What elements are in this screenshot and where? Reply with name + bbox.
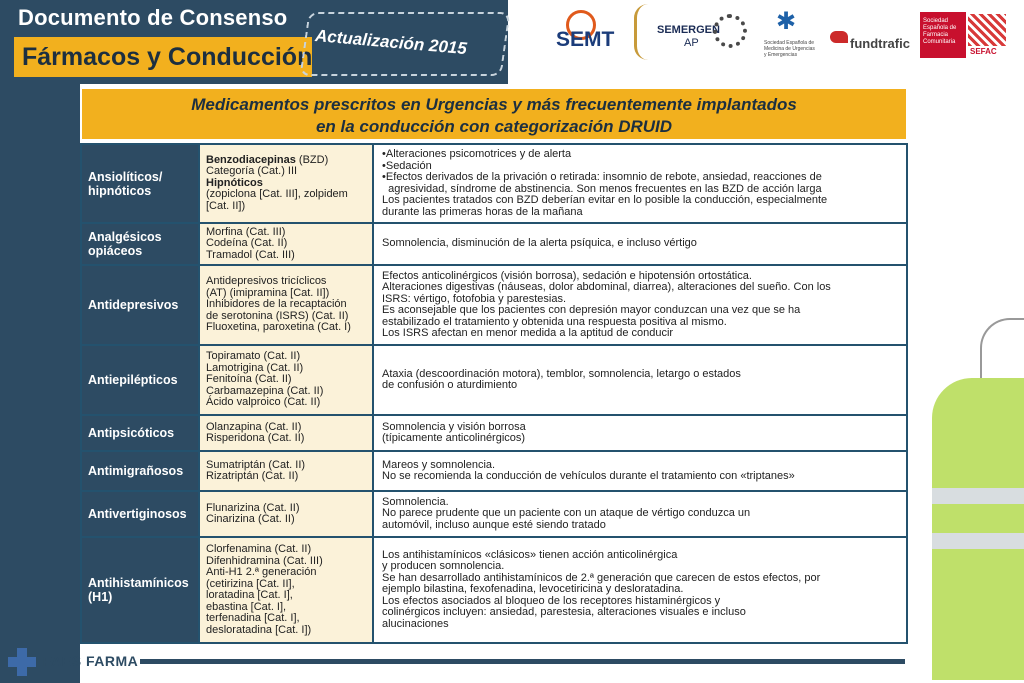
drug-name: Antidepresivos tricíclicos — [206, 275, 327, 288]
drug-name: Morfina (Cat. III) — [206, 225, 286, 238]
vest-reflective-stripe — [932, 533, 1024, 549]
table-row — [81, 223, 907, 265]
drug-name: Topiramato (Cat. II) — [206, 350, 301, 363]
drug-name: (cetirizina [Cat. II], — [206, 577, 295, 590]
document-subtitle: Fármacos y Conducción — [22, 43, 313, 71]
effects-cell — [373, 223, 907, 265]
table-row — [81, 537, 907, 643]
drug-category: Antidepresivos — [81, 265, 199, 345]
drug-name: Ácido valproico (Cat. II) — [206, 396, 321, 409]
drug-name: Difenhidramina (Cat. III) — [206, 554, 323, 567]
drug-item — [206, 625, 366, 637]
drug-name: ebastina [Cat. I], — [206, 600, 287, 613]
table-title-line1: Medicamentos prescritos en Urgencias y más frecuentemente implantados — [191, 95, 797, 114]
drug-category: Antivertiginosos — [81, 491, 199, 537]
effect-line: No parece prudente que un paciente con un ataque de vértigo conduzca un — [382, 507, 751, 520]
drug-name: Benzodiacepinas — [206, 153, 296, 166]
medical-emblem-icon — [713, 14, 747, 48]
drug-name: Inhibidores de la recaptación — [206, 298, 347, 311]
effect-line: Se han desarrollado antihistamínicos de 2.ª generación que carecen de estos efectos, por — [382, 571, 821, 584]
effect-line: Es aconsejable que los pacientes con depresión mayor conduzcan una vez que se ha — [382, 304, 801, 316]
safety-vest-illustration — [932, 378, 1024, 680]
drug-name: Olanzapina (Cat. II) — [206, 420, 302, 433]
drug-name: Risperidona (Cat. II) — [206, 432, 305, 444]
drug-category: Antiepilépticos — [81, 345, 199, 415]
drug-name: Clorfenamina (Cat. II) — [206, 543, 312, 555]
effects-cell — [373, 265, 907, 345]
sefac-logo-text: SEFAC — [970, 47, 997, 56]
drug-name: (zopiclona [Cat. III], zolpidem — [206, 188, 348, 201]
effect-line: (típicamente anticolinérgicos) — [382, 432, 526, 444]
drug-list-cell — [199, 345, 373, 415]
drug-category: Antihistamínicos (H1) — [81, 537, 199, 643]
cross-bar — [17, 648, 27, 676]
table-row — [81, 144, 907, 223]
effect-line: ejemplo bilastina, fexofenadina, levocetiricina y desloratadina. — [382, 583, 684, 596]
drug-name: Tramadol (Cat. III) — [206, 248, 295, 261]
effects-cell — [373, 491, 907, 537]
semergen-swoosh-icon — [634, 4, 657, 60]
drug-name: Carbamazepina (Cat. II) — [206, 384, 324, 397]
effect-line: agresividad, síndrome de abstinencia. Son menos frecuentes en las BZD de acción larga — [382, 182, 822, 195]
drug-name: terfenadina [Cat. I], — [206, 612, 300, 624]
drug-list-cell — [199, 265, 373, 345]
sefac-logo-caption: Sociedad Española de Farmacia Comunitaria — [923, 18, 957, 45]
semt-logo — [556, 10, 618, 56]
effect-line: Los ISRS afectan en menor medida a la aptitud de conducir — [382, 327, 674, 339]
effect-line: estabilizado el tratamiento y obtenida una respuesta positiva al mismo. — [382, 315, 727, 328]
effect-line: durante las primeras horas de la mañana — [382, 205, 583, 218]
effect-line: automóvil, incluso aunque esté siendo tratado — [382, 518, 606, 531]
drug-name: (AT) (imipramina [Cat. II]) — [206, 286, 330, 299]
sefac-pattern-icon — [968, 14, 1006, 46]
drug-list-cell — [199, 451, 373, 491]
drug-name: Fenitoína (Cat. II) — [206, 373, 292, 386]
drug-name: Lamotrigina (Cat. II) — [206, 361, 304, 374]
effect-line: Los pacientes tratados con BZD deberían evitar en lo posible la conducción, especialmente — [382, 194, 828, 206]
drug-name: Anti-H1 2.ª generación — [206, 566, 317, 578]
effect-line: Los efectos asociados al bloqueo de los receptores histaminérgicos y — [382, 594, 721, 607]
drug-category: Ansiolíticos/ hipnóticos — [81, 144, 199, 223]
effect-line: •Sedación — [382, 159, 432, 172]
fundtrafic-logo-text: fundtrafic — [850, 36, 910, 51]
drug-name: de serotonina (ISRS) (Cat. II) — [206, 309, 349, 322]
effects-cell — [373, 345, 907, 415]
effect-line: Alteraciones digestivas (náuseas, dolor abdominal, diarrea), alteraciones del sueño. Con los — [382, 281, 831, 293]
effects-cell — [373, 144, 907, 223]
drug-name: Hipnóticos — [206, 176, 263, 189]
update-badge-text: Actualización 2015 — [314, 26, 468, 59]
drug-list-cell — [199, 144, 373, 223]
drug-name: desloratadina [Cat. I]) — [206, 623, 312, 636]
effect-line: alucinaciones — [382, 617, 449, 630]
footer-background — [80, 648, 905, 683]
drug-name: loratadina [Cat. I], — [206, 589, 293, 601]
drug-table — [80, 143, 908, 644]
effect-line: Ataxia (descoordinación motora), temblor, somnolencia, letargo o estados — [382, 367, 741, 380]
vest-reflective-stripe — [932, 488, 1024, 504]
effect-line: •Efectos derivados de la privación o retirada: insomnio de rebote, ansiedad, reacciones de — [382, 171, 822, 183]
drug-list-cell — [199, 537, 373, 643]
effects-cell — [373, 415, 907, 451]
drug-item — [206, 250, 366, 262]
star-of-life-icon: ✱ — [776, 8, 797, 35]
table-row — [81, 451, 907, 491]
effect-line: Somnolencia, disminución de la alerta psíquica, e incluso vértigo — [382, 237, 697, 250]
drug-name: Codeína (Cat. II) — [206, 237, 288, 250]
effects-cell — [373, 451, 907, 491]
fundtrafic-mark-icon — [830, 31, 848, 43]
effect-line: Efectos anticolinérgicos (visión borrosa), sedación e hipotensión ortostática. — [382, 269, 752, 282]
effect-line: Mareos y somnolencia. — [382, 458, 496, 471]
effect-line: y producen somnolencia. — [382, 560, 505, 573]
drug-list-cell — [199, 415, 373, 451]
effect-line: Los antihistamínicos «clásicos» tienen acción anticolinérgica — [382, 548, 678, 561]
semergen-logo-text: SEMERGEN — [657, 24, 720, 36]
table-title-line2: en la conducción con categorización DRUID — [315, 117, 673, 136]
effect-line: colinérgicos incluyen: ansiedad, parestesia, alteraciones visuales e incluso — [382, 606, 746, 619]
effect-line: •Alteraciones psicomotrices y de alerta — [382, 148, 572, 160]
drug-list-cell — [199, 491, 373, 537]
effect-line: ISRS: vértigo, fotofobia y parestesias. — [382, 292, 567, 305]
drug-item — [206, 471, 366, 483]
footer-brand: FAES FARMA — [43, 653, 139, 669]
effect-line: Somnolencia. — [382, 495, 449, 508]
drug-item — [206, 514, 366, 526]
semergen-ap-text: AP — [684, 37, 699, 49]
drug-category: Antimigrañosos — [81, 451, 199, 491]
drug-item — [206, 322, 366, 334]
drug-abbreviation: (BZD) — [295, 153, 329, 166]
drug-name: Categoría (Cat.) III — [206, 165, 298, 178]
drug-list-cell — [199, 223, 373, 265]
drug-name: Flunarizina (Cat. II) — [206, 501, 300, 514]
faes-cross-icon — [8, 648, 36, 676]
semt-logo-text: SEMT — [556, 28, 615, 51]
drug-category: Analgésicos opiáceos — [81, 223, 199, 265]
drug-name: Rizatriptán (Cat. II) — [206, 470, 299, 482]
table-row — [81, 265, 907, 345]
drug-category: Antipsicóticos — [81, 415, 199, 451]
drug-item — [206, 397, 366, 409]
effects-cell — [373, 537, 907, 643]
document-title: Documento de Consenso — [18, 5, 288, 30]
drug-name: [Cat. II]) — [206, 199, 246, 212]
drug-name: Cinarizina (Cat. II) — [206, 513, 295, 525]
table-row — [81, 345, 907, 415]
table-row — [81, 415, 907, 451]
drug-name: Sumatriptán (Cat. II) — [206, 458, 306, 471]
left-background-band — [0, 0, 80, 683]
semes-caption: Sociedad Española de Medicina de Urgencias y Emergencias — [764, 40, 815, 58]
drug-item — [206, 433, 366, 445]
footer-divider — [140, 659, 905, 664]
effect-line: de confusión o aturdimiento — [382, 379, 518, 391]
drug-name: Fluoxetina, paroxetina (Cat. I) — [206, 321, 351, 334]
effect-line: Somnolencia y visión borrosa — [382, 420, 526, 433]
table-row — [81, 491, 907, 537]
effect-line: No se recomienda la conducción de vehículos durante el tratamiento con «triptanes» — [382, 470, 795, 482]
drug-item — [206, 201, 366, 213]
